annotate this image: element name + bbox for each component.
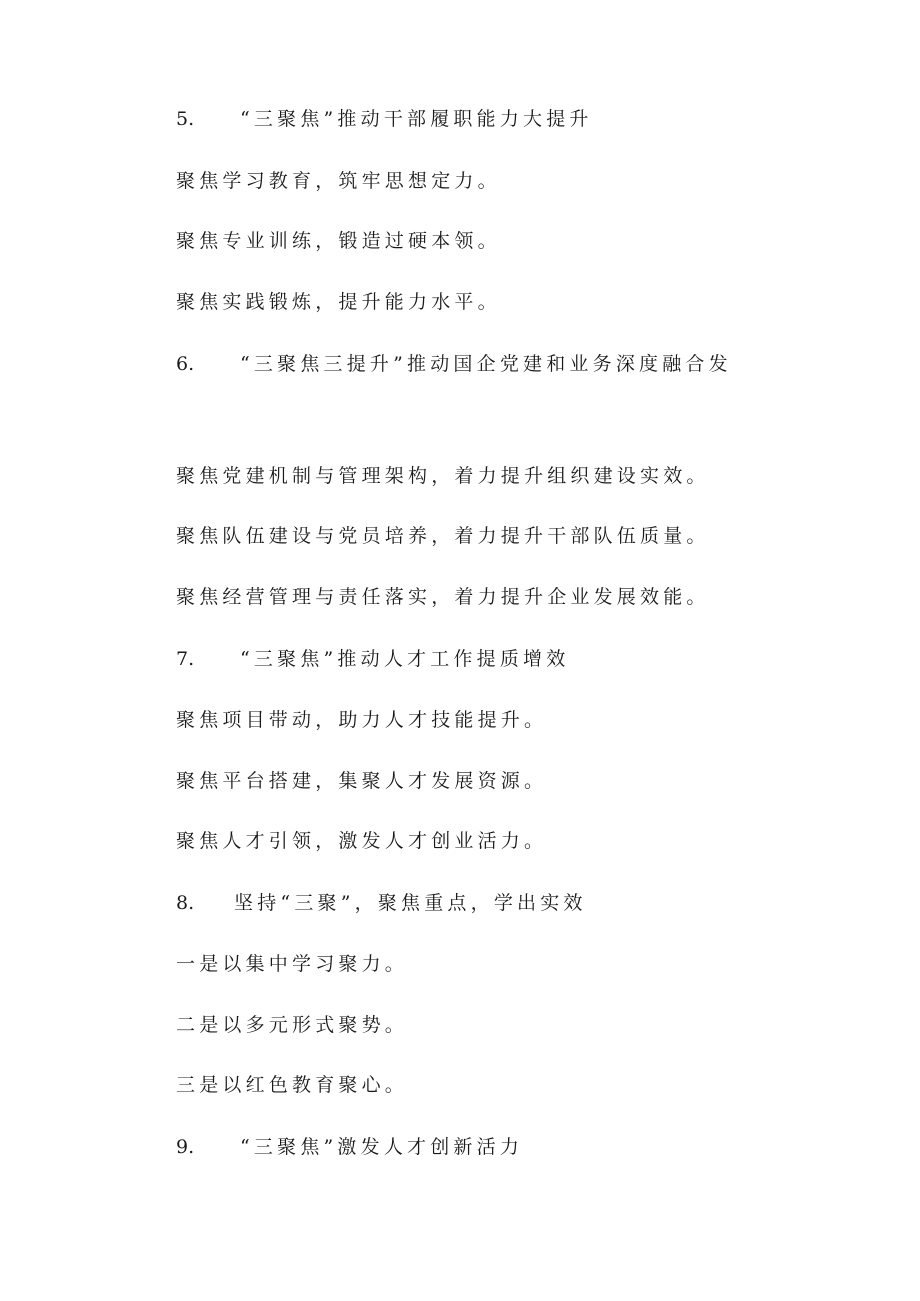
section-number: 5. xyxy=(176,108,195,130)
section-number: 7. xyxy=(176,648,195,670)
list-item: 一是以集中学习聚力。 xyxy=(176,953,409,975)
section-number: 9. xyxy=(176,1136,195,1158)
section-number: 6. xyxy=(176,353,195,375)
section-title: 坚持“三聚”，聚焦重点，学出实效 xyxy=(234,892,587,914)
section-heading-9 xyxy=(176,1134,523,1160)
list-item: 二是以多元形式聚势。 xyxy=(176,1014,409,1036)
list-item: 聚焦人才引领，激发人才创业活力。 xyxy=(176,830,548,852)
section-title: “三聚焦”推动人才工作提质增效 xyxy=(240,648,570,670)
list-item: 聚焦队伍建设与党员培养，着力提升干部队伍质量。 xyxy=(176,525,710,547)
list-item: 聚焦实践锻炼，提升能力水平。 xyxy=(176,291,501,313)
section-title: “三聚焦”推动干部履职能力大提升 xyxy=(240,108,593,130)
list-item: 聚焦项目带动，助力人才技能提升。 xyxy=(176,709,548,731)
list-item: 聚焦经营管理与责任落实，着力提升企业发展效能。 xyxy=(176,586,710,608)
section-heading-7 xyxy=(176,646,569,672)
list-item: 聚焦平台搭建，集聚人才发展资源。 xyxy=(176,770,548,792)
section-title: “三聚焦三提升”推动国企党建和业务深度融合发 xyxy=(240,353,732,375)
section-heading-6 xyxy=(176,351,732,377)
list-item: 三是以红色教育聚心。 xyxy=(176,1074,409,1096)
list-item: 聚焦学习教育，筑牢思想定力。 xyxy=(176,170,501,192)
list-item: 聚焦党建机制与管理架构，着力提升组织建设实效。 xyxy=(176,465,710,487)
section-heading-5 xyxy=(176,106,593,132)
list-item: 聚焦专业训练，锻造过硬本领。 xyxy=(176,230,501,252)
section-heading-8 xyxy=(176,890,587,916)
section-title: “三聚焦”激发人才创新活力 xyxy=(240,1136,524,1158)
section-number: 8. xyxy=(176,892,195,914)
